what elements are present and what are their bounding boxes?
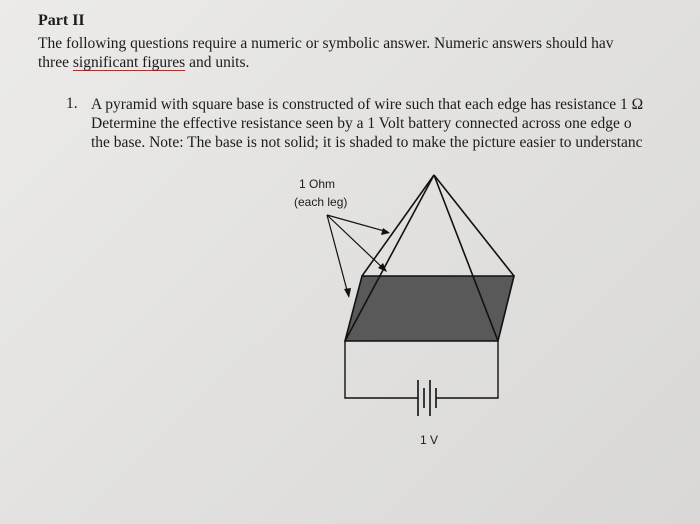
circuit-wires <box>345 341 498 398</box>
significant-figures-link[interactable]: significant figures <box>72 54 186 71</box>
instructions-line-1: The following questions require a numeric or symbolic answer. Numeric answers should hav <box>38 35 614 52</box>
question-line-2: Determine the effective resistance seen by a 1 Volt battery connected across one edge o <box>91 115 632 132</box>
resistor-label-sub: (each leg) <box>294 195 348 209</box>
part-heading: Part II <box>38 12 85 29</box>
edge-back-left <box>362 175 434 276</box>
question-line-3: the base. Note: The base is not solid; it is shaded to make the picture easier to understanc <box>91 134 643 151</box>
question-number: 1. <box>66 95 78 112</box>
battery-label: 1 V <box>420 433 439 447</box>
question-line-1: A pyramid with square base is constructed of wire such that each edge has resistance 1 Ω <box>91 96 644 113</box>
instructions-text: three <box>38 54 73 71</box>
pyramid-base <box>345 276 514 341</box>
battery-icon <box>418 380 436 416</box>
edge-back-right <box>434 175 514 276</box>
resistor-label: 1 Ohm <box>299 177 336 191</box>
instructions-text-end: and units. <box>185 54 250 71</box>
